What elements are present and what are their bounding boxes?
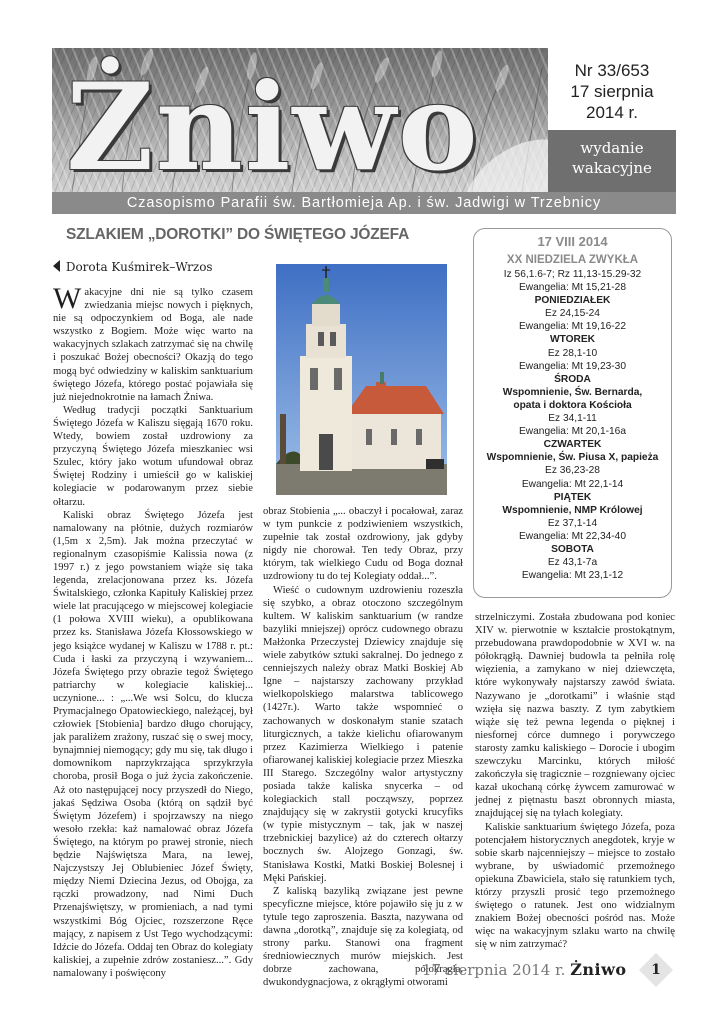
issue-year: 2014 r. xyxy=(586,103,638,122)
liturgy-day-memorial: Wspomnienie, Św. Bernarda, opata i doktora Kościoła xyxy=(502,386,643,411)
liturgy-day-name: CZWARTEK xyxy=(543,439,602,451)
article-author: Dorota Kuśmirek–Wrzos xyxy=(65,260,213,274)
article-author-line xyxy=(53,260,213,274)
paragraph: Wakacyjne dni nie są tylko czasem zwiedzania miejsc nowych i pięknych, nie są odpoczynkiem od Boga, ale nade wszystko z Bogiem. Może więc warto na wakacyjnych szlakach zatrzymać się na chwilę i poszukać Bożej obecności? Okazją do tego mogą być odwiedziny w kaliskim sanktuarium świętego Józefa, którego postać pojawiała się już niejednokrotnie na łamach Żniwa. xyxy=(53,282,253,403)
issue-date: 17 sierpnia xyxy=(570,82,654,101)
triangle-left-icon xyxy=(53,260,60,272)
paragraph: Według tradycji początki Sanktuarium Świętego Józefa w Kaliszu sięgają 1670 roku. Wtedy, bowiem został uzdrowiony za przyczyną Świętego Józefa mieszkaniec wsi Szulec, który jako wotum ufundował obraz Świętej Rodziny i umieścił go w kaliskiej kolegiacie w podarowanym przez siebie ołtarzu. xyxy=(53,404,253,508)
liturgy-day-reading: Ez 43,1-7a xyxy=(547,557,598,569)
footer xyxy=(422,960,627,979)
liturgy-day-gospel: Ewangelia: Mt 19,16-22 xyxy=(518,321,627,333)
edition-box xyxy=(548,130,676,192)
paragraph: Z kaliską bazyliką związane jest pewne specyficzne miejsce, które pojawiło się ju z w tytule tego zaproszenia. Baszta, nazywana od dawna „dorotką”, znajduje się za kolegiatą, od strony parku. Stanowi ona fragment średniowiecznych murów miejskich. Jest dobrze zachowana, półokrągła, dwukondygnacjowa, z okrągłymi otworami xyxy=(263,885,463,989)
liturgy-day-reading: Ez 37,1-14 xyxy=(547,517,598,529)
dropcap: W xyxy=(53,282,82,315)
footer-brand: Żniwo xyxy=(570,960,627,979)
liturgy-day-gospel: Ewangelia: Mt 23,1-12 xyxy=(521,570,624,582)
masthead-banner xyxy=(52,48,548,192)
liturgy-day-name: SOBOTA xyxy=(551,543,594,555)
liturgy-day-gospel: Ewangelia: Mt 22,1-14 xyxy=(521,478,624,490)
issue-number: Nr 33/653 xyxy=(574,61,650,80)
masthead-subtitle: Czasopismo Parafii św. Bartłomieja Ap. i św. Jadwigi w Trzebnicy xyxy=(52,192,676,214)
church-illustration xyxy=(276,264,447,495)
liturgy-date: 17 VIII 2014 xyxy=(537,234,608,249)
liturgy-day-name: WTOREK xyxy=(549,334,596,346)
liturgy-calendar xyxy=(473,228,672,598)
edition-line1: wydanie xyxy=(580,139,644,157)
liturgy-day-name: PIĄTEK xyxy=(553,491,592,503)
article-column-3 xyxy=(475,611,675,951)
liturgy-sunday: XX NIEDZIELA ZWYKŁA xyxy=(506,254,639,266)
paragraph: obraz Stobienia „... obaczył i pocałował, zaraz w tym punkcie z podziwieniem wszystkich, zupełnie tak został ozdrowiony, jak gdyby nigdy nie chorował. Ten tedy Obraz, przy którym, tak wielkiego Cudu od Boga doznał uzdrowiony tu do tej Kolegiaty oddał...”. xyxy=(263,506,463,583)
liturgy-sunday-readings: Iz 56,1.6-7; Rz 11,13-15.29-32 xyxy=(503,269,642,280)
issue-box xyxy=(548,48,676,130)
paragraph: strzelniczymi. Została zbudowana pod koniec XIV w. pierwotnie w kształcie prostokątnym, przebudowana prawdopodobnie w XVI w. na półokrągłą. Dawniej budowla ta pełniła rolę więzienia, a zamykano w niej dziewczęta, które wykonywały najstarszy zawód świata. Nazywano je „dorotkami” i właśnie stąd wzięła się nazwa baszty. Z tym zabytkiem wiąże się też pewna legenda o pięknej i niesfornej córce dumnego i porywczego starosty zamku kaliskiego – Dorocie i ubogim szewczyku Marcinku, których miłość zakończyła się tragicznie – rozgniewany ojciec kazał ukochaną córkę żywcem zamurować w jednej z piętnastu baszt obronnych miasta, znajdującej się na tyłach kolegiaty. xyxy=(475,612,675,820)
liturgy-day-memorial: Wspomnienie, Św. Piusa X, papieża xyxy=(486,452,659,464)
liturgy-day-gospel: Ewangelia: Mt 22,34-40 xyxy=(518,530,627,542)
article-column-1 xyxy=(53,282,253,980)
liturgy-day-reading: Ez 36,23-28 xyxy=(545,465,600,477)
page-number: 1 xyxy=(651,962,661,978)
footer-date: 17 sierpnia 2014 r. xyxy=(422,961,566,979)
liturgy-day-name: PONIEDZIAŁEK xyxy=(534,295,611,307)
masthead-title: Żniwo xyxy=(66,57,480,192)
edition-line2: wakacyjne xyxy=(572,159,652,177)
article-headline: SZLAKIEM „DOROTKI” DO ŚWIĘTEGO JÓZEFA xyxy=(66,226,410,243)
paragraph: Kaliskie sanktuarium świętego Józefa, poza potencjałem historycznych anegdotek, kryje w sobie skarb najcenniejszy – miejsce to zostało wybrane, by uświadomić przemożnego opiekuna Zbawiciela, stało się ratunkiem tych, którzy przyszli prosić tego przemożnego świętego o ratunek. Jest ono widzialnym znakiem Bożej obecności pośród nas. Może więc na wakacyjnym szlaku warto na chwilę się w nim zatrzymać? xyxy=(475,821,675,951)
liturgy-sunday-gospel: Ewangelia: Mt 15,21-28 xyxy=(518,282,627,294)
masthead xyxy=(52,48,676,214)
liturgy-day-gospel: Ewangelia: Mt 20,1-16a xyxy=(518,426,627,438)
liturgy-day-gospel: Ewangelia: Mt 19,23-30 xyxy=(518,360,627,372)
church-photo xyxy=(276,264,447,495)
liturgy-day-name: ŚRODA xyxy=(554,373,591,385)
liturgy-day-reading: Ez 24,15-24 xyxy=(545,308,600,320)
liturgy-day-memorial: Wspomnienie, NMP Królowej xyxy=(502,504,643,516)
article-column-2 xyxy=(263,505,463,989)
liturgy-day-reading: Ez 34,1-11 xyxy=(548,413,597,425)
paragraph: Wieść o cudownym uzdrowieniu rozeszła się szybko, a obraz otoczono szczególnym kultem. W kaliskim sanktuarium (w randze bazyliki mniejszej) oprócz cudownego obrazu Małżonka Przeczystej Dziewicy znajduje się wiele zabytków sztuki sakralnej. Do jednego z cenniejszych należy obraz Matki Boskiej Ab Igne – najstarszy zachowany przykład wielkopolskiego malarstwa tablicowego (1427r.). Warto także wspomnieć o zachowanych w doskonałym stanie szatach liturgicznych, a także kielichu ofiarowanym przez Kazimierza Wielkiego i patenie ofiarowanej kaliskiej kolegiacie przez Mieszka III Starego. Szczególny walor artystyczny posiada także kaliska snycerka – od kolegiackich stall począwszy, poprzez znajdujący się w zakrystii gotycki krucyfiks (w typie mistycznym – tak, jak w naszej trzebnickiej bazylice) aż do czterech ołtarzy bocznych św. Alojzego Gonzagi, św. Stanisława Kostki, Matki Boskiej Bolesnej i Męki Pańskiej. xyxy=(263,584,463,884)
paragraph: Kaliski obraz Świętego Józefa jest namalowany na płótnie, dużych rozmiarów (1,5m x 2,5m). Jak można przeczytać w regionalnym czasopiśmie Kalissia nowa (z 1997 r.) z jego powstaniem wiąże się taka legenda, zrelacjonowana przez ks. Józefa Świtalskiego, członka Kapituły Kaliskiej przez wiele lat pracującego w miejscowej kolegiacie (1 połowa XVIII wieku), a opublikowana przez ks. Stanisława Józefa Kłossowskiego w jego książce wydanej w Kaliszu w 1788 r. pt.: Cuda i łaski za przyczyną i wzywaniem... Józefa Świętego przy obrazie tegoż Świętego patriarchy w kolegiacie kaliskiej... uczynione... : „...We wsi Solcu, do klucza Prymacjalnego Opatowieckiego, należącej, był człowiek [Stobienia] bardzo długo chorujący, jak paraliżem zrażony, ruszać się o swej mocy, bynajmniej niemogący; gdy mu się, tak długo i domownikom naprzykrzająca sprzykrzyła choroba, prosił Boga o już życia zakończenie. Aż oto następującej nocy przyszedł do Niego, jakaś Sędziwa Osoba (którą on sądził być Świętym Józefem) i spojrzawszy na niego wesoło rzekła: każ namalować obraz Józefa Świętego, na którym po prawej stronie, niech będzie Najświętsza Mara, na lewej, Najczystszy Jej Oblubieniec Józef Święty, między Niemi Dziecina Jezus, od Obojga, za rączki prowadzony, nad Nimi Duch Przenajświętszy, w promieniach, a nad tymi wszystkimi Bóg Ojciec, rozszerzone Ręce mający, z napisem z Ust Tego wychodzącymi: Idźcie do Józefa. Oddaj ten Obraz do kolegiaty kaliskiej, a zupełnie zdrów zostaniesz...”. Gdy namalowany i poświęcony xyxy=(53,509,253,979)
liturgy-day-reading: Ez 28,1-10 xyxy=(547,347,598,359)
